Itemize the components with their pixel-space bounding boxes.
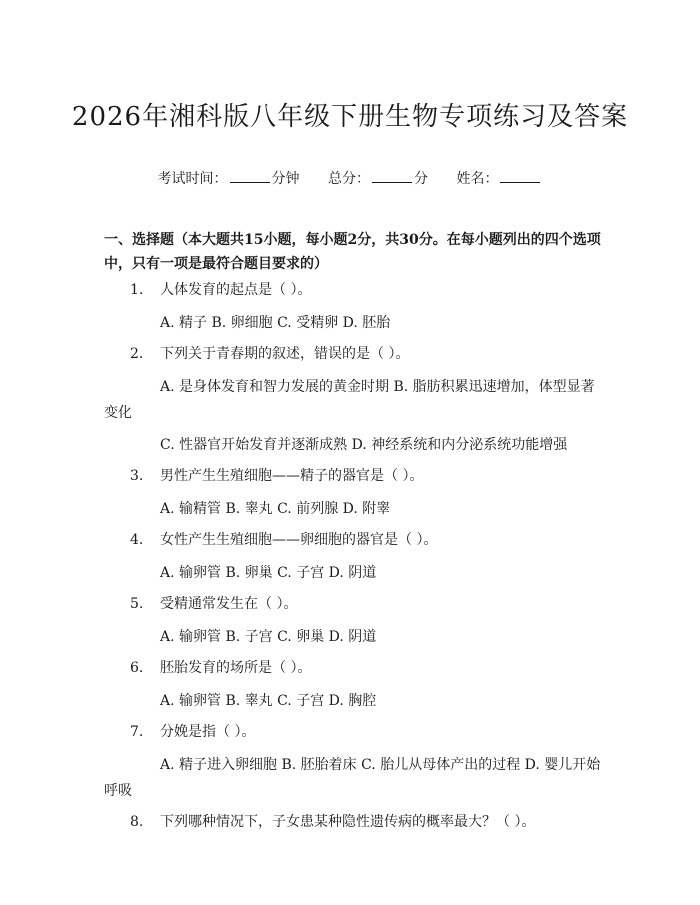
question-stem	[104, 810, 604, 834]
student-name-label: 姓名：	[456, 171, 499, 187]
question-options-continued: C. 性器官开始发育并逐渐成熟 D. 神经系统和内分泌系统功能增强	[160, 437, 568, 453]
question-text: 下列关于青春期的叙述，错误的是（ ）。	[160, 346, 410, 362]
question-item	[104, 528, 604, 586]
question-item	[104, 342, 604, 458]
section-heading: 一、选择题（本大题共15小题，每小题2分，共30分。在每小题列出的四个选项中，只有一项是最符合题目要求的）	[104, 232, 601, 272]
question-options: A. 输卵管 B. 子宫 C. 卵巢 D. 阴道	[160, 629, 377, 645]
question-item	[104, 278, 604, 336]
question-number: 5.	[130, 596, 144, 612]
question-number: 1.	[130, 282, 144, 298]
question-text: 女性产生生殖细胞——卵细胞的器官是（ ）。	[160, 532, 438, 548]
question-number: 7.	[130, 724, 144, 740]
question-stem	[104, 342, 604, 366]
question-number: 3.	[130, 468, 144, 484]
question-options: A. 输卵管 B. 卵巢 C. 子宫 D. 阴道	[160, 565, 377, 581]
total-score-field	[328, 168, 428, 188]
question-text: 分娩是指（ ）。	[160, 724, 256, 740]
question-number: 2.	[130, 346, 144, 362]
question-stem	[104, 278, 604, 302]
question-number: 8.	[130, 814, 144, 830]
question-stem	[104, 656, 604, 680]
exam-time-field	[158, 168, 300, 188]
total-score-blank[interactable]	[372, 168, 412, 183]
question-item	[104, 464, 604, 522]
question-stem	[104, 592, 604, 616]
question-number: 4.	[130, 532, 144, 548]
question-item	[104, 592, 604, 650]
question-item	[104, 810, 604, 834]
student-name-field	[456, 168, 542, 188]
question-item	[104, 656, 604, 714]
question-stem	[104, 464, 604, 488]
question-number: 6.	[130, 660, 144, 676]
question-options: A. 精子 B. 卵细胞 C. 受精卵 D. 胚胎	[160, 315, 391, 331]
exam-info-line	[0, 168, 700, 188]
document-title: 2026年湘科版八年级下册生物专项练习及答案	[71, 102, 629, 133]
question-text: 人体发育的起点是（ ）。	[160, 282, 312, 298]
question-list	[104, 278, 604, 842]
total-score-label: 总分：	[328, 171, 370, 187]
question-text: 胚胎发育的场所是（ ）。	[160, 660, 312, 676]
student-name-blank[interactable]	[500, 168, 540, 183]
exam-time-label: 考试时间：	[157, 171, 228, 187]
question-options: A. 输卵管 B. 睾丸 C. 子宫 D. 胸腔	[160, 693, 377, 709]
question-text: 下列哪种情况下，子女患某种隐性遗传病的概率最大？（ ）。	[160, 814, 536, 830]
question-text: 男性产生生殖细胞——精子的器官是（ ）。	[160, 468, 424, 484]
question-stem	[104, 528, 604, 552]
question-options: A. 精子进入卵细胞 B. 胚胎着床 C. 胎儿从母体产出的过程 D. 婴儿开始呼吸	[104, 757, 601, 799]
exam-time-unit: 分钟	[271, 171, 300, 187]
question-text: 受精通常发生在（ ）。	[160, 596, 298, 612]
question-stem	[104, 720, 604, 744]
question-options: A. 输精管 B. 睾丸 C. 前列腺 D. 附睾	[160, 501, 391, 517]
total-score-unit: 分	[414, 171, 428, 187]
question-options: A. 是身体发育和智力发展的黄金时期 B. 脂肪积累迅速增加，体型显著变化	[104, 379, 595, 421]
question-item	[104, 720, 604, 804]
exam-time-blank[interactable]	[230, 168, 270, 183]
